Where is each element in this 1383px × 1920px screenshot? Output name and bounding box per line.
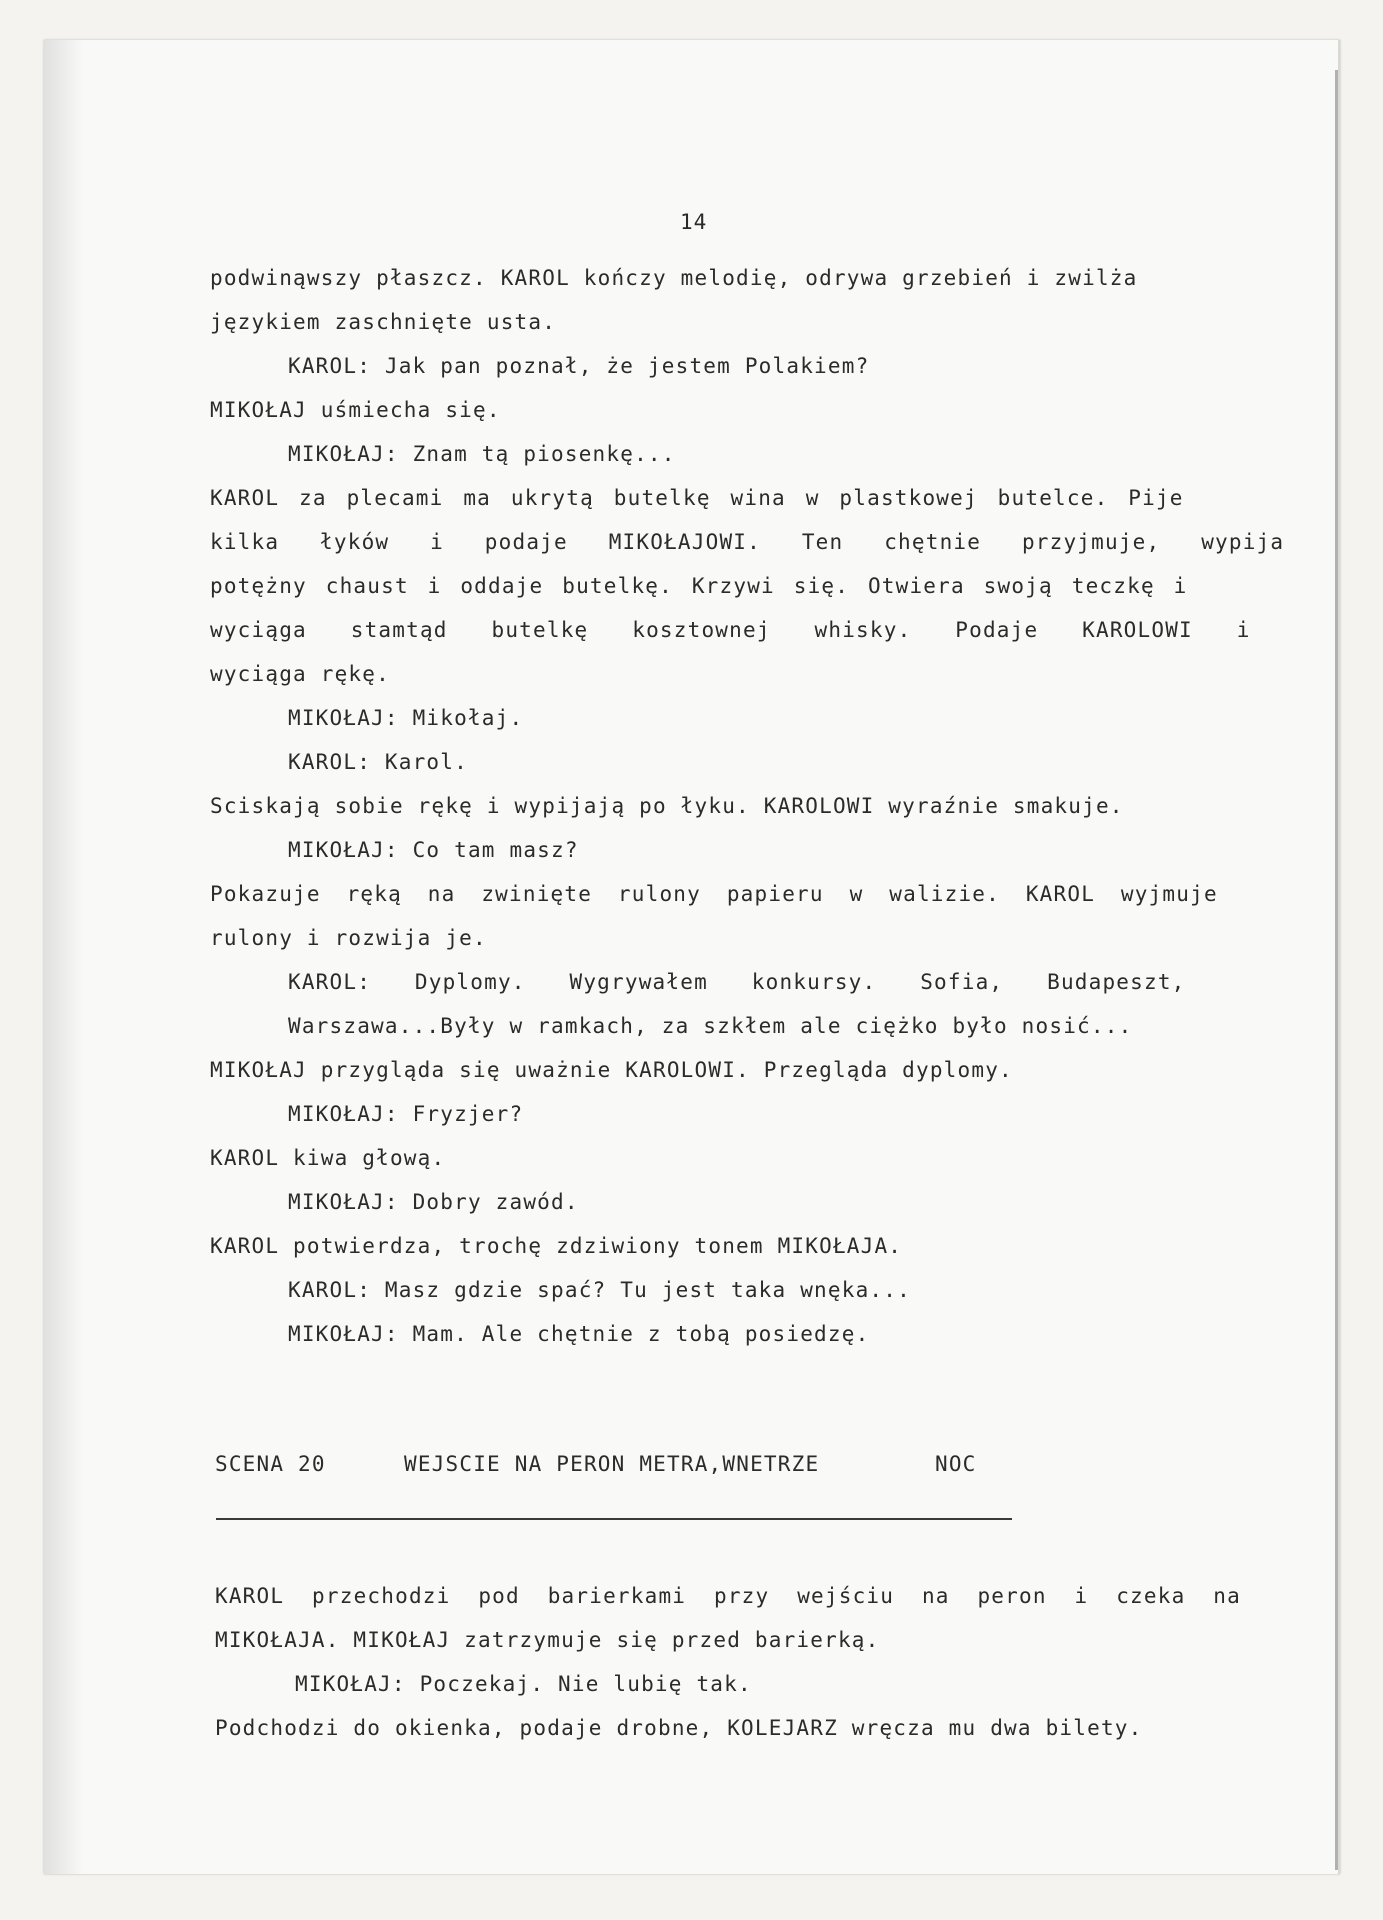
scene-underline [216, 1518, 1012, 1520]
text-line-1 [210, 266, 1270, 290]
dialogue-line-8: MIKOŁAJ: Fryzjer? [288, 1102, 524, 1126]
text-line-15: KAROL przechodzi pod barierkami przy wejściu na peron i czeka na [215, 1584, 1241, 1608]
text-line-5: kilka łyków i podaje MIKOŁAJOWI. Ten chętnie przyjmuje, wypija [210, 530, 1285, 554]
page-number: 14 [680, 210, 708, 234]
text-line-8: wyciąga rękę. [210, 662, 390, 686]
dialogue-line-6: KAROL: Dyplomy. Wygrywałem konkursy. Sofia, Budapeszt, [288, 970, 1186, 994]
scene-location: WEJSCIE NA PERON METRA,WNETRZE [404, 1452, 820, 1476]
text-line-2: językiem zaschnięte usta. [210, 310, 557, 334]
scene-time: NOC [935, 1452, 977, 1476]
dialogue-line-2: MIKOŁAJ: Znam tą piosenkę... [288, 442, 676, 466]
sheet-right-edge [1335, 70, 1338, 1870]
dialogue-line-11: MIKOŁAJ: Mam. Ale chętnie z tobą posiedzę. [288, 1322, 870, 1346]
dialogue-line-9: MIKOŁAJ: Dobry zawód. [288, 1190, 579, 1214]
line-text: podwinąwszy płaszcz. KAROL kończy melodię, odrywa grzebień i zwilża [210, 266, 1138, 290]
dialogue-line-7: Warszawa...Były w ramkach, za szkłem ale ciężko było nosić... [288, 1014, 1133, 1038]
dialogue-line-10: KAROL: Masz gdzie spać? Tu jest taka wnęka... [288, 1278, 911, 1302]
text-line-14: KAROL potwierdza, trochę zdziwiony tonem MIKOŁAJA. [210, 1234, 903, 1258]
scene-label: SCENA 20 [215, 1452, 326, 1476]
text-line-9: Sciskają sobie rękę i wypijają po łyku. KAROLOWI wyraźnie smakuje. [210, 794, 1124, 818]
sheet-left-shadow [44, 40, 84, 1874]
dialogue-line-5: MIKOŁAJ: Co tam masz? [288, 838, 579, 862]
text-line-13: KAROL kiwa głową. [210, 1146, 446, 1170]
text-line-11: rulony i rozwija je. [210, 926, 487, 950]
text-line-16: MIKOŁAJA. MIKOŁAJ zatrzymuje się przed barierką. [215, 1628, 880, 1652]
dialogue-line-4: KAROL: Karol. [288, 750, 468, 774]
text-line-3: MIKOŁAJ uśmiecha się. [210, 398, 501, 422]
dialogue-line-12: MIKOŁAJ: Poczekaj. Nie lubię tak. [295, 1672, 752, 1696]
text-line-12: MIKOŁAJ przygląda się uważnie KAROLOWI. Przegląda dyplomy. [210, 1058, 1013, 1082]
text-line-4: KAROL za plecami ma ukrytą butelkę wina w plastkowej butelce. Pije [210, 486, 1184, 510]
dialogue-line-1: KAROL: Jak pan poznał, że jestem Polakiem? [288, 354, 870, 378]
text-line-17: Podchodzi do okienka, podaje drobne, KOLEJARZ wręcza mu dwa bilety. [215, 1716, 1143, 1740]
text-line-7: wyciąga stamtąd butelkę kosztownej whisky. Podaje KAROLOWI i [210, 618, 1251, 642]
dialogue-line-3: MIKOŁAJ: Mikołaj. [288, 706, 524, 730]
text-line-10: Pokazuje ręką na zwinięte rulony papieru w walizie. KAROL wyjmuje [210, 882, 1218, 906]
text-line-6: potężny chaust i oddaje butelkę. Krzywi się. Otwiera swoją teczkę i [210, 574, 1188, 598]
